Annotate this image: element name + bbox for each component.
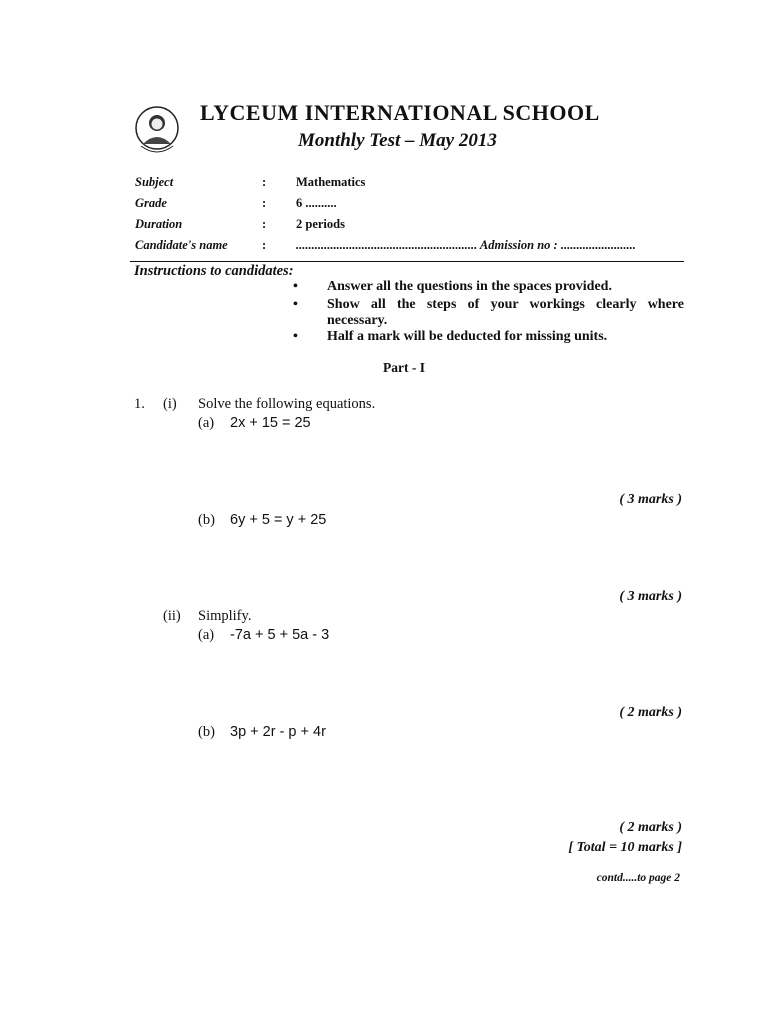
test-title: Monthly Test – May 2013 (298, 130, 497, 151)
bullet: • (293, 279, 298, 294)
subject-value: Mathematics (296, 175, 366, 189)
instruction-item: Answer all the questions in the spaces provided. (327, 279, 612, 294)
total-marks: [ Total = 10 marks ] (568, 840, 682, 855)
expression-a: -7a + 5 + 5a - 3 (230, 627, 330, 643)
subquestion-ii-label: (ii) (163, 608, 181, 624)
duration-colon: : (262, 217, 267, 231)
equation-b: 6y + 5 = y + 25 (230, 512, 327, 528)
expression-b: 3p + 2r - p + 4r (230, 724, 326, 740)
question-number: 1. (134, 396, 145, 412)
subject-colon: : (262, 175, 267, 189)
subquestion-ii-text: Simplify. (198, 608, 252, 624)
part-b-label: (b) (198, 512, 215, 528)
subquestion-i-label: (i) (163, 396, 177, 412)
bullet: • (293, 297, 298, 312)
instructions-title: Instructions to candidates: (134, 263, 294, 279)
part-b-label: (b) (198, 724, 215, 740)
divider (130, 261, 684, 262)
subquestion-i-text: Solve the following equations. (198, 396, 376, 412)
grade-value: 6 .......... (296, 196, 337, 210)
marks-label: ( 2 marks ) (619, 705, 682, 720)
bullet: • (293, 329, 298, 344)
duration-value: 2 periods (296, 217, 345, 231)
subject-label: Subject (135, 175, 174, 189)
continued-note: contd.....to page 2 (596, 872, 680, 884)
marks-label: ( 2 marks ) (619, 820, 682, 835)
grade-label: Grade (135, 196, 167, 210)
instruction-item: Half a mark will be deducted for missing units. (327, 329, 608, 344)
school-name: LYCEUM INTERNATIONAL SCHOOL (200, 100, 600, 125)
part-a-label: (a) (198, 627, 215, 643)
marks-label: ( 3 marks ) (619, 589, 682, 604)
equation-a: 2x + 15 = 25 (230, 415, 311, 431)
part-a-label: (a) (198, 415, 215, 431)
candidate-name-field: .......................................................... Admission no : ........................ (296, 238, 636, 252)
grade-colon: : (262, 196, 267, 210)
school-logo (133, 106, 181, 166)
candidate-name-label: Candidate's name (135, 238, 228, 252)
marks-label: ( 3 marks ) (619, 492, 682, 507)
instruction-item: Show all the steps of your workings clearly where necessary. (327, 297, 684, 328)
duration-label: Duration (135, 217, 183, 231)
part-title: Part - I (383, 360, 425, 375)
candidate-name-colon: : (262, 238, 267, 252)
